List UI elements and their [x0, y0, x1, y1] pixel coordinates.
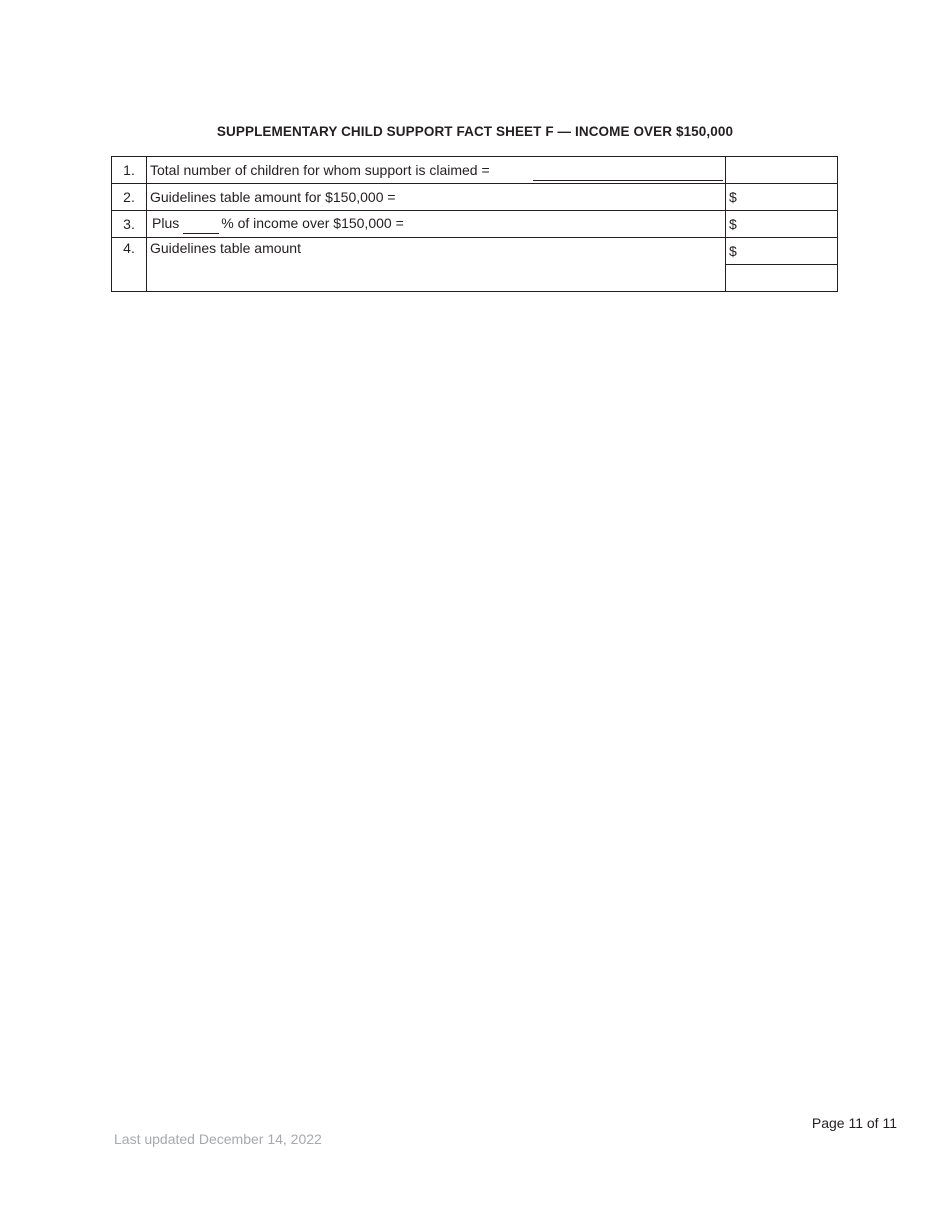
plus-label: Plus — [152, 214, 180, 231]
table-row — [112, 184, 838, 211]
guidelines-150k-label: Guidelines table amount for $150,000 = — [147, 184, 726, 211]
guidelines-table-amount-label: Guidelines table amount — [147, 238, 726, 292]
fact-sheet-title: SUPPLEMENTARY CHILD SUPPORT FACT SHEET F — INCOME OVER $150,000 — [216, 124, 734, 139]
row-description — [147, 211, 726, 238]
children-count-label: Total number of children for whom support is claimed = — [150, 162, 490, 178]
percent-input-line[interactable] — [183, 217, 219, 234]
children-count-field[interactable] — [726, 157, 838, 184]
percent-income-label: % of income over $150,000 = — [221, 214, 404, 231]
children-count-input-line[interactable] — [533, 180, 723, 181]
row-number: 2. — [112, 184, 147, 211]
table-row — [112, 238, 838, 265]
row-description — [147, 157, 726, 184]
percent-income-amount-field[interactable]: $ — [726, 211, 838, 238]
fact-sheet-table — [111, 156, 838, 292]
guidelines-table-amount-extra-field[interactable] — [726, 265, 838, 292]
guidelines-table-amount-field[interactable]: $ — [726, 238, 838, 265]
row-number: 4. — [112, 238, 147, 292]
table-row — [112, 157, 838, 184]
last-updated-note: Last updated December 14, 2022 — [114, 1131, 322, 1147]
page-number: Page 11 of 11 — [811, 1115, 897, 1131]
table-row — [112, 211, 838, 238]
row-number: 1. — [112, 157, 147, 184]
row-number: 3. — [112, 211, 147, 238]
guidelines-150k-amount-field[interactable]: $ — [726, 184, 838, 211]
